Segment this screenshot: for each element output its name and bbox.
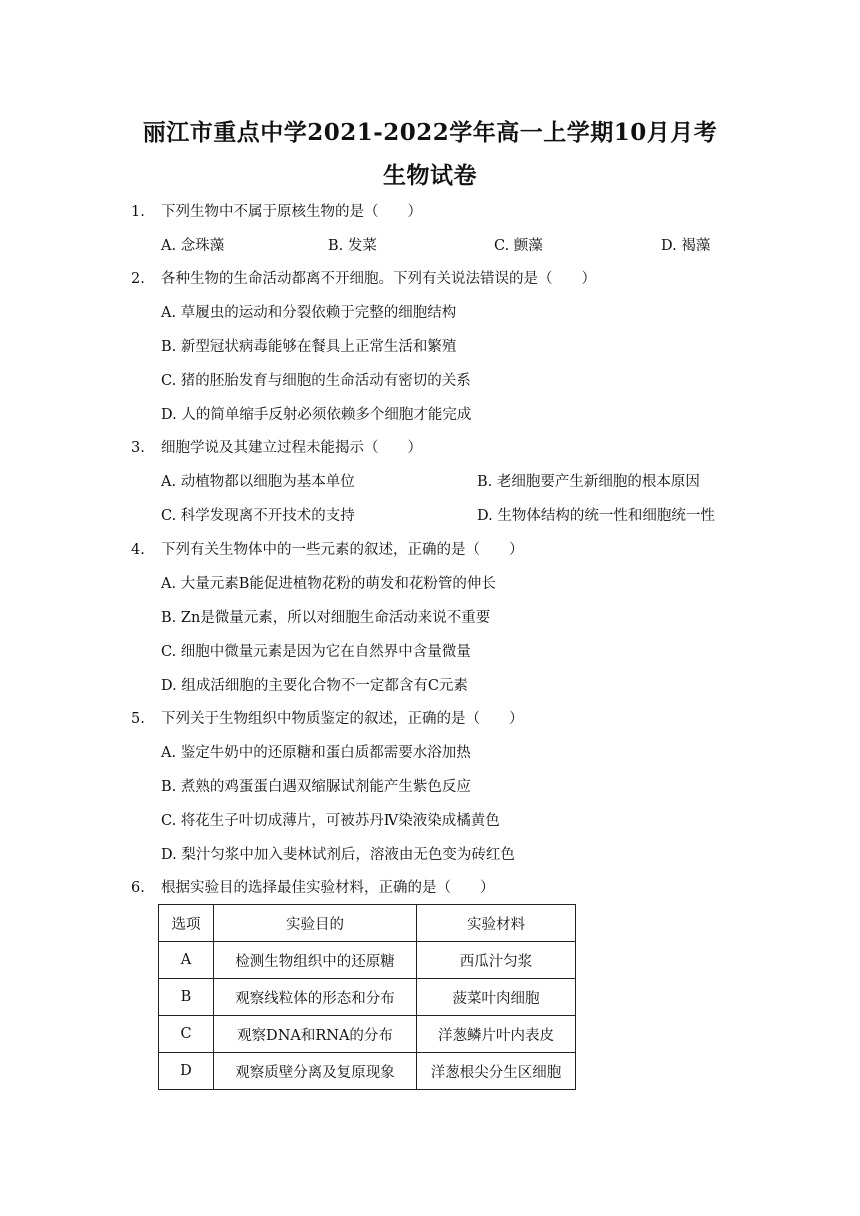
table-header-cell: 选项: [159, 905, 214, 942]
table-cell: 检测生物组织中的还原糖: [214, 942, 417, 979]
option-b: B. 老细胞要产生新细胞的根本原因: [477, 474, 700, 490]
option-b: B. 新型冠状病毒能够在餐具上正常生活和繁殖: [161, 339, 457, 355]
option-c: C. 细胞中微量元素是因为它在自然界中含量微量: [161, 644, 471, 660]
table-cell: 观察线粒体的形态和分布: [214, 979, 417, 1016]
table-row: [159, 1053, 576, 1090]
question-stem: 细胞学说及其建立过程未能揭示（ ）: [161, 440, 422, 456]
option-b: B. Zn是微量元素，所以对细胞生命活动来说不重要: [161, 610, 491, 626]
option-a: A. 鉴定牛奶中的还原糖和蛋白质都需要水浴加热: [161, 745, 471, 761]
question-stem: 根据实验目的选择最佳实验材料，正确的是（ ）: [161, 880, 495, 896]
table-cell: 菠菜叶肉细胞: [417, 979, 576, 1016]
question-number: 4.: [131, 542, 145, 558]
option-d: D. 人的简单缩手反射必须依赖多个细胞才能完成: [161, 407, 472, 423]
table-cell: B: [159, 979, 214, 1016]
table-cell: A: [159, 942, 214, 979]
table-cell: C: [159, 1016, 214, 1053]
question-stem: 下列关于生物组织中物质鉴定的叙述，正确的是（ ）: [161, 711, 524, 727]
option-a: A. 念珠藻: [161, 238, 225, 254]
option-b: B. 煮熟的鸡蛋蛋白遇双缩脲试剂能产生紫色反应: [161, 779, 471, 795]
option-c: C. 科学发现离不开技术的支持: [161, 508, 355, 524]
table-row: [159, 942, 576, 979]
table-row: [159, 1016, 576, 1053]
table-row: [159, 979, 576, 1016]
table-header-cell: 实验材料: [417, 905, 576, 942]
option-b: B. 发菜: [328, 238, 377, 254]
question-number: 3.: [131, 440, 145, 456]
option-c: C. 将花生子叶切成薄片，可被苏丹Ⅳ染液染成橘黄色: [161, 813, 500, 829]
exam-title-line2: 生物试卷: [383, 162, 477, 189]
table-cell: 洋葱根尖分生区细胞: [417, 1053, 576, 1090]
option-d: D. 梨汁匀浆中加入斐林试剂后，溶液由无色变为砖红色: [161, 847, 515, 863]
table-cell: 西瓜汁匀浆: [417, 942, 576, 979]
option-a: A. 动植物都以细胞为基本单位: [161, 474, 355, 490]
option-a: A. 草履虫的运动和分裂依赖于完整的细胞结构: [161, 305, 457, 321]
table-cell: D: [159, 1053, 214, 1090]
table-cell: 洋葱鳞片叶内表皮: [417, 1016, 576, 1053]
question-stem: 下列有关生物体中的一些元素的叙述，正确的是（ ）: [161, 542, 524, 558]
table-cell: 观察质壁分离及复原现象: [214, 1053, 417, 1090]
table-cell: 观察DNA和RNA的分布: [214, 1016, 417, 1053]
option-d: D. 褐藻: [661, 238, 711, 254]
option-d: D. 组成活细胞的主要化合物不一定都含有C元素: [161, 678, 468, 694]
option-a: A. 大量元素B能促进植物花粉的萌发和花粉管的伸长: [161, 576, 496, 592]
option-c: C. 猪的胚胎发育与细胞的生命活动有密切的关系: [161, 373, 471, 389]
question-number: 5.: [131, 711, 145, 727]
experiment-table: [158, 904, 576, 1090]
exam-title-line1: 丽江市重点中学2021-2022学年高一上学期10月月考: [142, 119, 718, 146]
option-d: D. 生物体结构的统一性和细胞统一性: [477, 508, 715, 524]
question-stem: 各种生物的生命活动都离不开细胞。下列有关说法错误的是（ ）: [161, 271, 596, 287]
question-number: 2.: [131, 271, 145, 287]
question-number: 1.: [131, 204, 145, 220]
question-stem: 下列生物中不属于原核生物的是（ ）: [161, 204, 422, 220]
table-header-cell: 实验目的: [214, 905, 417, 942]
question-number: 6.: [131, 880, 145, 896]
table-header-row: [159, 905, 576, 942]
option-c: C. 颤藻: [494, 238, 543, 254]
